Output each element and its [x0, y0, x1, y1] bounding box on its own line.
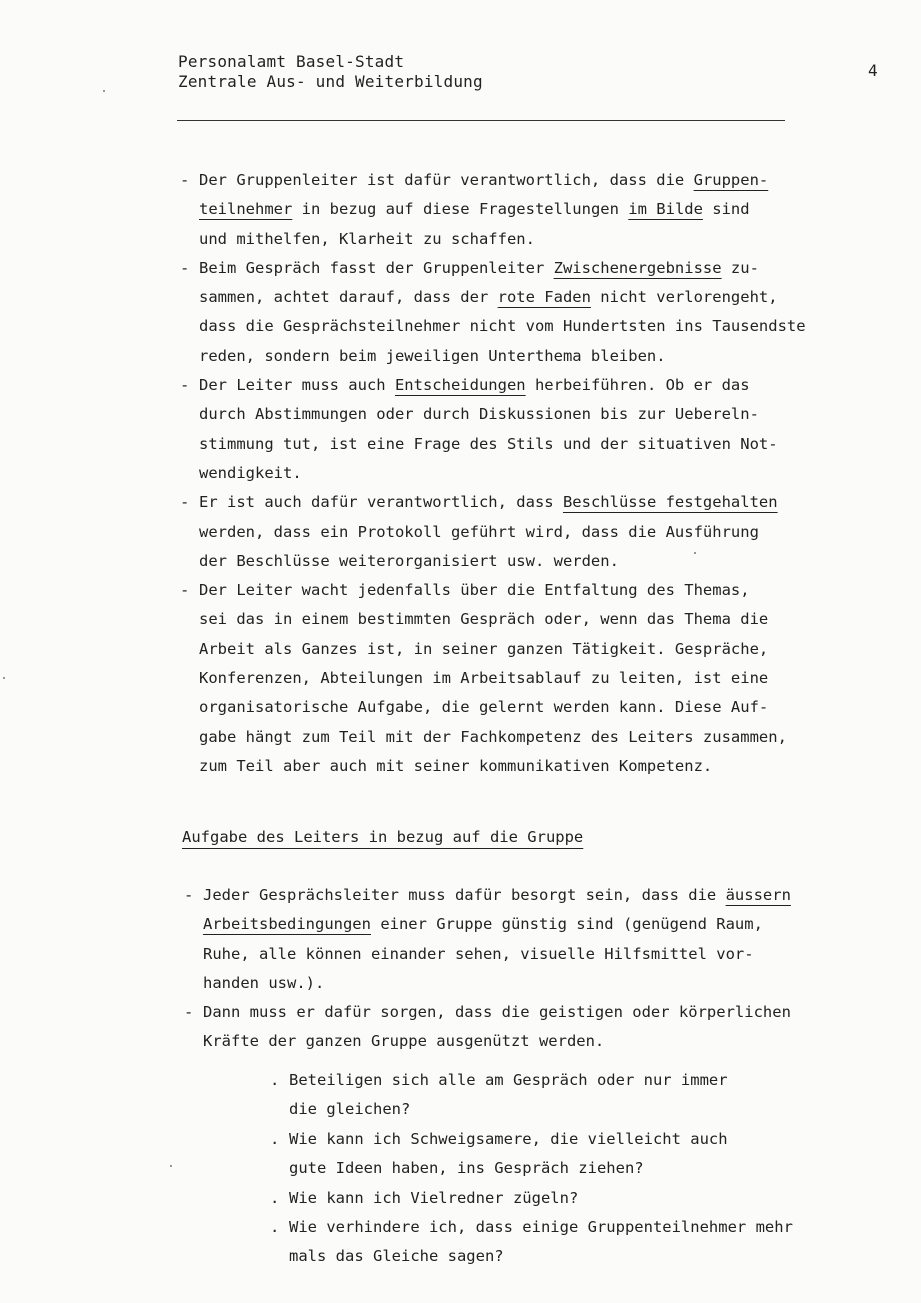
section-leader-topic-duties — [180, 166, 810, 781]
text-run: sei das in einem bestimmten Gespräch oder, wenn das Thema die — [199, 610, 769, 629]
header-organization: Personalamt Basel-Stadt — [178, 52, 405, 71]
text-run: herbeiführen. Ob er das — [525, 376, 750, 395]
underlined-term: Gruppen- — [693, 171, 769, 189]
question-item — [270, 1184, 810, 1213]
header-department: Zentrale Aus- und Weiterbildung — [178, 72, 483, 91]
question-text: die gleichen? — [289, 1100, 411, 1119]
underlined-term: rote Faden — [497, 288, 591, 307]
question-text: Wie verhindere ich, dass einige Gruppenteilnehmer mehr — [289, 1218, 793, 1237]
bullet-dash: - — [184, 1003, 194, 1022]
text-run: sind — [702, 200, 750, 219]
text-run: Der Leiter wacht jedenfalls über die Entfaltung des Themas, — [199, 581, 750, 600]
header-divider — [177, 120, 785, 121]
bullet-dash: - — [180, 581, 190, 600]
scan-speck — [694, 552, 696, 554]
bullet-dash: - — [184, 886, 194, 904]
text-run: Dann muss er dafür sorgen, dass die geistigen oder körperlichen — [203, 1003, 791, 1022]
question-text: mals das Gleiche sagen? — [289, 1247, 504, 1266]
text-run: wendigkeit. — [199, 463, 302, 482]
underlined-term: im Bilde — [628, 200, 703, 219]
scan-speck — [3, 677, 5, 679]
section-heading: Aufgabe des Leiters in bezug auf die Gruppe — [182, 828, 584, 846]
text-run: Beim Gespräch fasst der Gruppenleiter — [199, 258, 554, 277]
question-item — [270, 1066, 810, 1125]
underlined-term: Entscheidungen — [394, 376, 526, 395]
text-run: gabe hängt zum Teil mit der Fachkompetenz des Leiters zusammen, — [199, 727, 787, 746]
underlined-term: Arbeitsbedingungen — [203, 915, 371, 934]
text-run: und mithelfen, Klarheit zu schaffen. — [199, 229, 535, 248]
text-run: dass die Gesprächsteilnehmer nicht vom Hundertsten ins Tausendste — [199, 317, 806, 336]
question-item — [270, 1125, 810, 1184]
text-run: Der Leiter muss auch — [199, 376, 395, 395]
text-run: Arbeit als Ganzes ist, in seiner ganzen Tätigkeit. Gespräche, — [199, 639, 769, 658]
underlined-term: Beschlüsse festgehalten — [562, 493, 778, 512]
text-run: Kräfte der ganzen Gruppe ausgenützt werden. — [203, 1032, 605, 1051]
underlined-term: äussern — [725, 886, 791, 904]
text-run: der Beschlüsse weiterorganisiert usw. werden. — [199, 551, 619, 570]
bullet-dash: - — [180, 493, 190, 512]
text-run: reden, sondern beim jeweiligen Unterthema bleiben. — [199, 346, 666, 365]
section-leader-group-duties — [184, 881, 804, 1057]
question-bullet: . — [270, 1071, 280, 1089]
question-item — [270, 1213, 810, 1272]
question-text: Wie kann ich Schweigsamere, die vielleicht auch — [289, 1129, 728, 1148]
bullet-dash: - — [180, 376, 190, 395]
text-run: nicht verlorengeht, — [590, 288, 778, 307]
text-run: Der Gruppenleiter ist dafür verantwortlich, dass die — [199, 171, 694, 189]
bullet-dash: - — [180, 171, 190, 189]
bullet-item — [180, 254, 810, 371]
question-list — [270, 1066, 810, 1272]
bullet-item — [180, 576, 810, 781]
question-bullet: . — [270, 1218, 280, 1237]
bullet-item — [184, 881, 804, 998]
bullet-item — [180, 488, 810, 576]
text-run: einer Gruppe günstig sind (genügend Raum, — [370, 915, 763, 934]
scan-speck — [170, 1165, 172, 1167]
page-number: 4 — [868, 61, 878, 80]
question-bullet: . — [270, 1129, 280, 1148]
bullet-item — [184, 998, 804, 1057]
document-header — [178, 52, 483, 92]
underlined-term: teilnehmer — [199, 200, 293, 219]
text-run: in bezug auf diese Fragestellungen — [292, 200, 629, 219]
question-text: Wie kann ich Vielredner zügeln? — [289, 1188, 579, 1207]
underlined-term: Zwischenergebnisse — [553, 258, 722, 277]
text-run: sammen, achtet darauf, dass der — [199, 288, 498, 307]
text-run: Ruhe, alle können einander sehen, visuelle Hilfsmittel vor- — [203, 944, 754, 963]
text-run: werden, dass ein Protokoll geführt wird, dass die Ausführung — [199, 522, 759, 541]
text-run: Jeder Gesprächsleiter muss dafür besorgt sein, dass die — [203, 886, 726, 904]
question-text: Beteiligen sich alle am Gespräch oder nur immer — [289, 1071, 728, 1089]
bullet-dash: - — [180, 258, 190, 277]
text-run: zu- — [721, 258, 759, 277]
text-run: handen usw.). — [203, 973, 325, 992]
question-bullet: . — [270, 1188, 280, 1207]
text-run: Er ist auch dafür verantwortlich, dass — [199, 493, 563, 512]
text-run: Konferenzen, Abteilungen im Arbeitsablauf zu leiten, ist eine — [199, 669, 769, 688]
bullet-item — [180, 166, 810, 254]
question-text: gute Ideen haben, ins Gespräch ziehen? — [289, 1159, 644, 1178]
scan-speck — [103, 90, 105, 92]
text-run: organisatorische Aufgabe, die gelernt werden kann. Diese Auf- — [199, 698, 769, 717]
bullet-item — [180, 371, 810, 488]
text-run: stimmung tut, ist eine Frage des Stils und der situativen Not- — [199, 434, 778, 453]
text-run: zum Teil aber auch mit seiner kommunikativen Kompetenz. — [199, 756, 713, 775]
text-run: durch Abstimmungen oder durch Diskussionen bis zur Uebereln- — [199, 405, 759, 424]
